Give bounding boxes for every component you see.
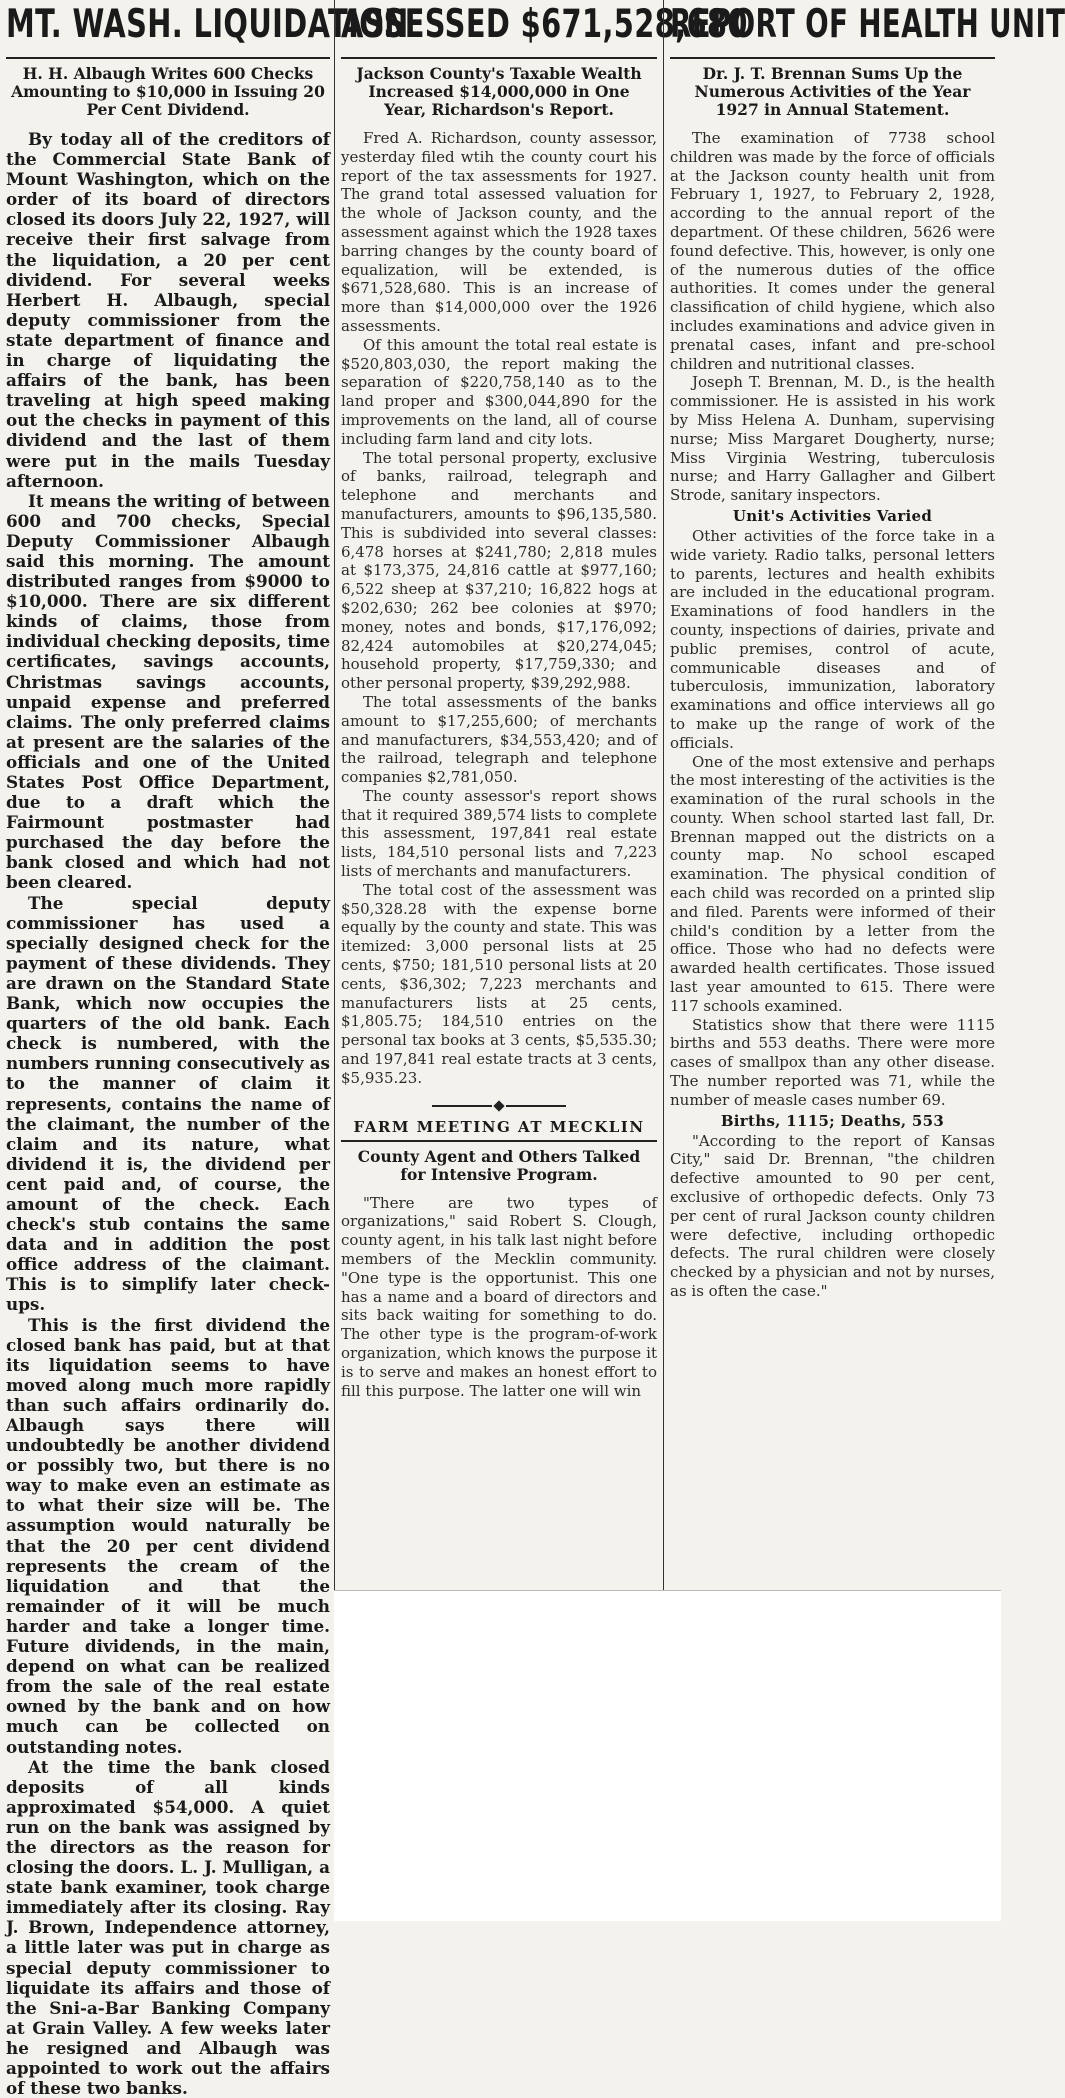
paragraph: "There are two types of organizations," said Robert S. Clough, county agent, in his talk last night before members of the Mecklin community. "One type is the opportunist. This one has a name and a board of directors and sits back waiting for something to do. The other type is the program-of-work organization, which knows the purpose it is to serve and makes an honest effort to fill this purpose. The latter one will win bbox=[341, 1193, 657, 1400]
paragraph: At the time the bank closed deposits of all kinds approximated $54,000. A quiet run on the bank was assigned by the directors as the reason for closing the doors. L. J. Mulligan, a state bank examiner, took charge immediately after its closing. Ray J. Brown, Independence attorney, a little later was put in charge as special deputy commissioner to liquidate its affairs and those of the Sni-a-Bar Banking Company at Grain Valley. A few weeks later he resigned and Albaugh was appointed to work out the affairs of these two banks. bbox=[6, 1756, 330, 2098]
article-column-health bbox=[663, 0, 1065, 1590]
paragraph: This is the first dividend the closed bank has paid, but at that its liquidation seems to have moved along much more rapidly than such affairs ordinarily do. Albaugh says there will undoubtedly be another dividend or possibly two, but there is no way to make even an estimate as to what their size will be. The assumption would naturally be that the 20 per cent dividend represents the cream of the liquidation and that the remainder of it will be much harder and take a longer time. Future dividends, in the main, depend on what can be realized from the sale of the real estate owned by the bank and on how much can be collected on outstanding notes. bbox=[6, 1314, 330, 1757]
paragraph: The total assessments of the banks amount to $17,255,600; of merchants and manufacturers, $34,553,420; and of the railroad, telegraph and telephone companies $2,781,050. bbox=[341, 692, 657, 787]
paragraph: Of this amount the total real estate is $520,803,030, the report making the separation of $220,758,140 as to the land proper and $300,044,890 for the improvements on the land, all of course including farm land and city lots. bbox=[341, 335, 657, 448]
headline-farm-meeting: FARM MEETING AT MECKLIN bbox=[353, 1117, 645, 1136]
article-column-assessment bbox=[334, 0, 748, 1590]
headline-rule bbox=[341, 57, 657, 59]
article-column-liquidation bbox=[0, 0, 409, 2098]
paragraph: The special deputy commissioner has used a specially designed check for the payment of these dividends. They are drawn on the Standard State Bank, which now occupies the quarters of the old bank. Each check is numbered, with the numbers running consecutively as to the manner of claim it represents, contains the name of the claimant, the number of the claim and its nature, what dividend it is, the dividend per cent paid and, of course, the amount of the check. Each check's stub contains the same data and in addition the post office address of the claimant. This is to simplify later check-ups. bbox=[6, 892, 330, 1315]
article-divider bbox=[341, 1102, 657, 1112]
paragraph: The examination of 7738 school children was made by the force of officials at the Jackson county health unit from February 1, 1927, to February 2, 1928, according to the annual report of the department. Of these children, 5626 were found defective. This, however, is only one of the numerous duties of the office authorities. It comes under the general classification of child hygiene, which also includes examinations and advice given in prenatal cases, infant and pre-school children and nutritional classes. bbox=[670, 129, 995, 373]
paragraph: Other activities of the force take in a wide variety. Radio talks, personal letters to parents, lectures and health exhibits are included in the educational program. Examinations of food handlers in the county, inspections of dairies, private and public premises, control of acute, communicable diseases and of tuberculosis, immunization, laboratory examinations and office interviews all go to make up the range of work of the officials. bbox=[670, 526, 995, 752]
paragraph: One of the most extensive and perhaps the most interesting of the activities is the examination of the rural schools in the county. When school started last fall, Dr. Brennan mapped out the districts on a county map. No school escaped examination. The physical condition of each child was recorded on a printed slip and filed. Parents were informed of their child's condition by a letter from the office. Those who had no defects were awarded health certificates. Those issued last year amounted to 615. There were 117 schools examined. bbox=[670, 752, 995, 1015]
headline-liquidation: MT. WASH. LIQUIDATION bbox=[6, 2, 409, 47]
paragraph: The total personal property, exclusive of banks, railroad, telegraph and telephone and merchants and manufacturers, amounts to $96,135,580. This is subdivided into several classes: 6,478 horses at $241,780; 2,818 mules at $173,375, 24,816 cattle at $977,160; 6,522 sheep at $37,210; 16,822 hogs at $202,630; 262 bee colonies at $970; money, notes and bonds, $17,176,092; 82,424 automobiles at $20,274,045; household property, $17,759,330; and other personal property, $39,292,988. bbox=[341, 448, 657, 693]
paragraph: Statistics show that there were 1115 births and 553 deaths. There were more cases of smallpox than any other disease. The number reported was 71, while the number of measle cases number 69. bbox=[670, 1015, 995, 1109]
headline-health-unit: REPORT OF HEALTH UNIT bbox=[670, 2, 1065, 47]
paragraph: Fred A. Richardson, county assessor, yesterday filed wtih the county court his report of the tax assessments for 1927. The grand total assessed valuation for the whole of Jackson county, and the assessment against which the 1928 taxes barring changes by the county board of equalization, will be extended, is $671,528,680. This is an increase of more than $14,000,000 over the 1926 assessments. bbox=[341, 129, 657, 335]
deck-farm-meeting: County Agent and Others Talked for Intensive Program. bbox=[357, 1146, 641, 1184]
deck-assessed: Jackson County's Taxable Wealth Increased $14,000,000 in One Year, Richardson's Report. bbox=[356, 64, 642, 119]
paragraph: By today all of the creditors of the Commercial State Bank of Mount Washington, which on the order of its board of directors closed its doors July 22, 1927, will receive their first salvage from the liquidation, a 20 per cent dividend. For several weeks Herbert H. Albaugh, special deputy commissioner from the state department of finance and in charge of liquidating the affairs of the bank, has been traveling at high speed making out the checks in payment of this dividend and the last of them were put in the mails Tuesday afternoon. bbox=[6, 129, 330, 491]
headline-rule bbox=[6, 57, 330, 59]
deck-liquidation: H. H. Albaugh Writes 600 Checks Amounting to $10,000 in Issuing 20 Per Cent Dividend. bbox=[11, 64, 325, 119]
paragraph: "According to the report of Kansas City," said Dr. Brennan, "the children defective amounted to 90 per cent, exclusive of orthopedic defects. Only 73 per cent of rural Jackson county children were defective, including orthopedic defects. The rural children were closely checked by a physician and not by nurses, as is often the case." bbox=[670, 1131, 995, 1301]
subhead-births-deaths: Births, 1115; Deaths, 553 bbox=[720, 1111, 945, 1130]
paragraph: The county assessor's report shows that it required 389,574 lists to complete this assessment, 197,841 real estate lists, 184,510 personal lists and 7,223 lists of merchants and manufacturers. bbox=[341, 786, 657, 881]
deck-health-unit: Dr. J. T. Brennan Sums Up the Numerous Activities of the Year 1927 in Annual Statement. bbox=[694, 64, 971, 119]
headline-rule bbox=[670, 57, 995, 59]
blank-page-area bbox=[334, 1590, 1001, 1921]
paragraph: It means the writing of between 600 and 700 checks, Special Deputy Commissioner Albaugh said this morning. The amount distributed ranges from $9000 to $10,000. There are six different kinds of claims, those from individual checking deposits, time certificates, savings accounts, Christmas savings accounts, unpaid expense and preferred claims. The only preferred claims at present are the salaries of the officials and one of the United States Post Office Department, due to a draft which the Fairmount postmaster had purchased the day before the bank closed and which had not been cleared. bbox=[6, 490, 330, 893]
headline-rule bbox=[341, 1140, 657, 1142]
paragraph: The total cost of the assessment was $50,328.28 with the expense borne equally by the county and state. This was itemized: 3,000 personal lists at 25 cents, $750; 181,510 personal lists at 20 cents, $36,302; 7,223 merchants and manufacturers lists at 25 cents, $1,805.75; 184,510 entries on the personal tax books at 3 cents, $5,535.30; and 197,841 real estate tracts at 3 cents, $5,935.23. bbox=[341, 880, 657, 1087]
paragraph: Joseph T. Brennan, M. D., is the health commissioner. He is assisted in his work by Miss Helena A. Dunham, supervising nurse; Miss Margaret Dougherty, nurse; Miss Virginia Westring, tuberculosis nurse; and Harry Gallagher and Gilbert Strode, sanitary inspectors. bbox=[670, 373, 995, 505]
subhead-activities: Unit's Activities Varied bbox=[732, 506, 933, 525]
headline-assessed: ASSESSED $671,528,680 bbox=[341, 2, 748, 47]
